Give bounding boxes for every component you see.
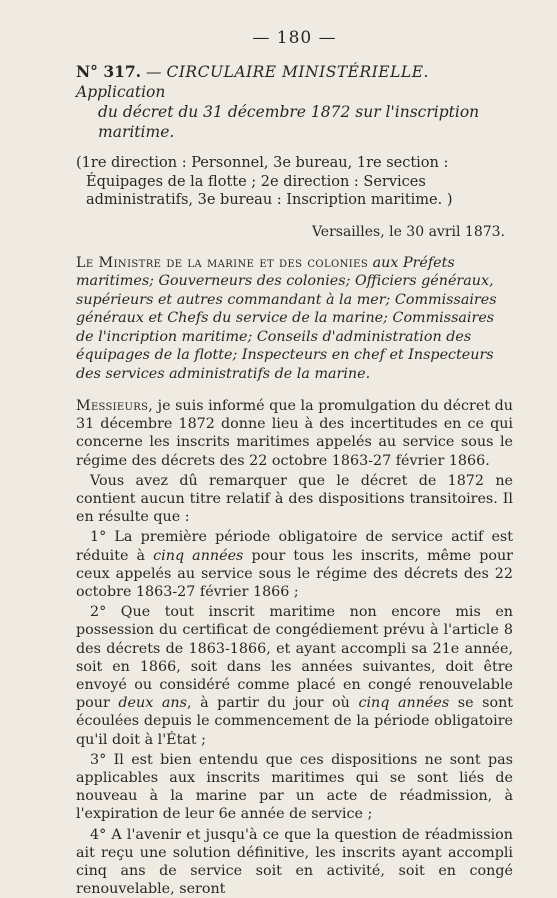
paragraph-3-text-b: pour tous les inscrits, même pour ceux appelés au service sous le régime des décrets des 22 octobre 1863-27 février 1866 ;	[76, 547, 513, 601]
recipients: aux Préfets maritimes; Gouverneurs des colonies; Officiers généraux, supérieurs et autres commandant à la mer; Commissaires généraux et Chefs du service de la marine; Commissaires de l'incription maritime; Conseils d'administration des équipages de la flotte; Inspecteurs en chef et Inspecteurs des services administratifs de la marine.	[76, 254, 497, 382]
direction-note: (1re direction : Personnel, 3e bureau, 1re section : Équipages de la flotte ; 2e direction : Services administratifs, 3e bureau : Inscription maritime. )	[76, 155, 453, 208]
letter-date: Versailles, le 30 avril 1873.	[311, 223, 505, 240]
paragraph-2: Vous avez dû remarquer que le décret de 1872 ne contient aucun titre relatif à des dispositions transitoires. Il en résulte que :	[76, 472, 513, 526]
paragraph-4-text-b: , à partir du jour où	[186, 695, 350, 712]
paragraph-4-text-c: se sont écoulées depuis le commencement de la période obligatoire qu'il doit à l'État ;	[76, 695, 514, 748]
circular-heading: CIRCULAIRE MINISTÉRIELLE.	[166, 63, 429, 81]
paragraph-5: 3° Il est bien entendu que ces dispositions ne sont pas applicables aux inscrits maritimes qui se sont liés de nouveau à la marine par un acte de réadmission, à l'expiration de leur 6e année de service ;	[76, 751, 513, 823]
circular-number: N° 317.	[76, 62, 142, 81]
page-number: — 180 —	[252, 28, 337, 48]
paragraph-1-text: je suis informé que la promulgation du décret du 31 décembre 1872 donne lieu à des incertitudes en ce qui concerne les inscrits maritimes appelés au service sous le régime des décrets des 22 octobre 1863-27 février 1866.	[76, 398, 513, 469]
paragraph-1	[76, 397, 513, 470]
paragraph-4-text-a: 2° Que tout inscrit maritime non encore mis en possession du certificat de congédiement prévu à l'article 8 des décrets de 1863-1866, et ayant accompli sa 21e année, soit en 1866, soit dans les années suivantes, doit être envoyé ou considéré comme placé en congé renouvelable pour	[76, 604, 513, 712]
sender: Le Ministre de la marine et des colonies	[76, 254, 369, 271]
paragraph-3	[76, 528, 513, 601]
letter-address	[76, 254, 513, 384]
paragraph-3-text-a: 1° La première période obligatoire de service actif est réduite à	[76, 529, 513, 564]
paragraph-6: 4° A l'avenir et jusqu'à ce que la question de réadmission ait reçu une solution définitive, les inscrits ayant accompli cinq ans de service soit en activité, soit en congé renouvelable, seront	[76, 826, 513, 898]
paragraph-4-emphasis-1: deux ans	[118, 695, 187, 712]
title-dash: —	[146, 63, 162, 81]
circular-title	[76, 62, 513, 142]
circular-subject-line2: du décret du 31 décembre 1872 sur l'inscription maritime.	[98, 103, 480, 141]
salutation: Messieurs,	[76, 398, 154, 414]
paragraph-3-emphasis: cinq années	[153, 547, 244, 564]
paragraph-4	[76, 603, 513, 749]
paragraph-4-emphasis-2: cinq années	[358, 695, 450, 712]
circular-subject-line1: Application	[76, 83, 166, 101]
